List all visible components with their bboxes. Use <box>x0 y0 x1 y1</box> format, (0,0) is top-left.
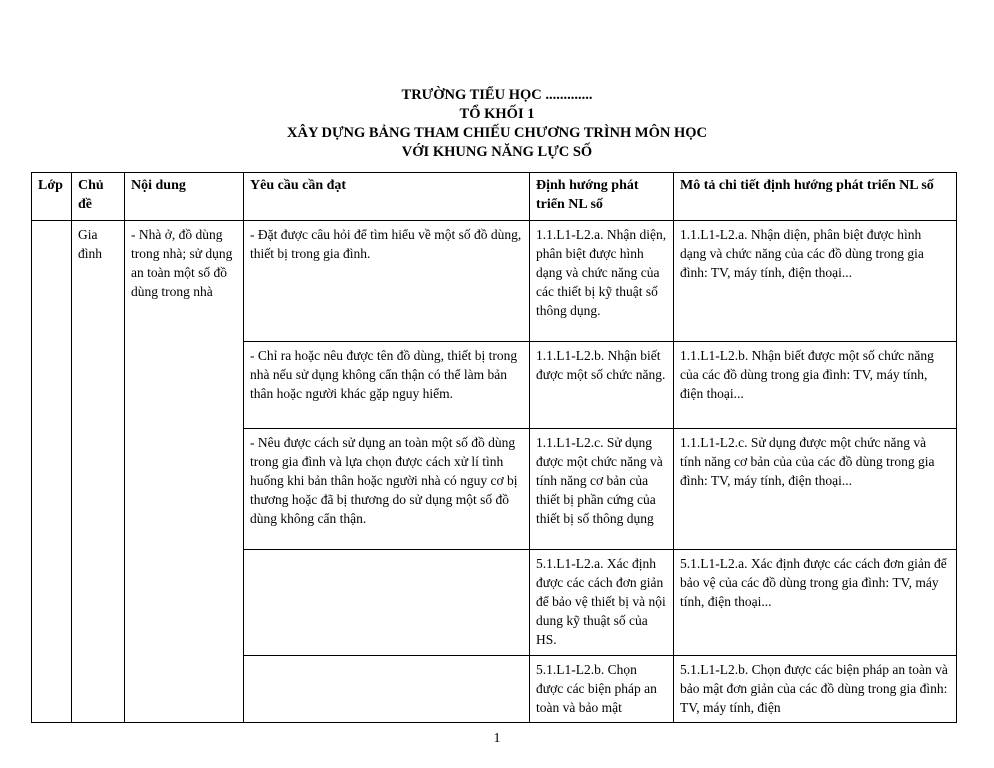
header-dinh-huong: Định hướng phát triển NL số <box>530 173 674 221</box>
reference-table <box>31 172 957 723</box>
header-chu-de: Chủ đề <box>72 173 125 221</box>
header-noi-dung: Nội dung <box>125 173 244 221</box>
table-row <box>32 220 957 341</box>
cell-mo-ta: 1.1.L1-L2.a. Nhận diện, phân biệt được hình dạng và chức năng của các đồ dùng trong gia đình: TV, máy tính, điện thoại... <box>674 220 957 341</box>
cell-mo-ta: 5.1.L1-L2.a. Xác định được các cách đơn giản để bảo vệ của các đồ dùng trong gia đình: TV, máy tính, điện thoại... <box>674 549 957 655</box>
title-line-school: TRƯỜNG TIỂU HỌC ............. <box>401 87 593 103</box>
cell-yeu-cau: - Nêu được cách sử dụng an toàn một số đồ dùng trong gia đình và lựa chọn được cách xử lí tình huống khi bản thân hoặc người nhà có nguy cơ bị thương hoặc đã bị thương do sử dụng một số đồ dùng không cẩn thận. <box>244 428 530 549</box>
header-yeu-cau: Yêu cầu cần đạt <box>244 173 530 221</box>
cell-mo-ta: 5.1.L1-L2.b. Chọn được các biện pháp an toàn và bảo mật đơn giản của các đồ dùng trong gia đình: TV, máy tính, điện <box>674 655 957 722</box>
cell-mo-ta: 1.1.L1-L2.b. Nhận biết được một số chức năng của các đồ dùng trong gia đình: TV, máy tính, điện thoại... <box>674 341 957 428</box>
cell-dinh-huong: 1.1.L1-L2.b. Nhận biết được một số chức năng. <box>530 341 674 428</box>
cell-lop <box>32 220 72 722</box>
cell-dinh-huong: 5.1.L1-L2.b. Chọn được các biện pháp an toàn và bảo mật <box>530 655 674 722</box>
table-header-row <box>32 173 957 221</box>
header-mo-ta: Mô tả chi tiết định hướng phát triển NL số <box>674 173 957 221</box>
cell-noi-dung: - Nhà ở, đồ dùng trong nhà; sử dụng an toàn một số đồ dùng trong nhà <box>125 220 244 722</box>
cell-chu-de: Gia đình <box>72 220 125 722</box>
cell-mo-ta: 1.1.L1-L2.c. Sử dụng được một chức năng và tính năng cơ bản của của các đồ dùng trong gia đình: TV, máy tính, điện thoại... <box>674 428 957 549</box>
document-title-block <box>0 0 994 162</box>
cell-yeu-cau <box>244 655 530 722</box>
cell-dinh-huong: 1.1.L1-L2.c. Sử dụng được một chức năng và tính năng cơ bản của thiết bị phần cứng của thiết bị số thông dụng <box>530 428 674 549</box>
cell-yeu-cau <box>244 549 530 655</box>
page-number: 1 <box>493 731 501 747</box>
title-line-group: TỔ KHỐI 1 <box>459 106 535 122</box>
title-line-main: XÂY DỰNG BẢNG THAM CHIẾU CHƯƠNG TRÌNH MÔN HỌC <box>287 125 707 141</box>
cell-yeu-cau: - Chỉ ra hoặc nêu được tên đồ dùng, thiết bị trong nhà nếu sử dụng không cẩn thận có thể làm bản thân hoặc người khác gặp nguy hiểm. <box>244 341 530 428</box>
cell-dinh-huong: 5.1.L1-L2.a. Xác định được các cách đơn giản để bảo vệ thiết bị và nội dung kỹ thuật số của HS. <box>530 549 674 655</box>
cell-yeu-cau: - Đặt được câu hỏi để tìm hiểu về một số đồ dùng, thiết bị trong gia đình. <box>244 220 530 341</box>
cell-dinh-huong: 1.1.L1-L2.a. Nhận diện, phân biệt được hình dạng và chức năng của các thiết bị kỹ thuật số thông dụng. <box>530 220 674 341</box>
header-lop: Lớp <box>32 173 72 221</box>
title-line-sub: VỚI KHUNG NĂNG LỰC SỐ <box>401 144 593 160</box>
